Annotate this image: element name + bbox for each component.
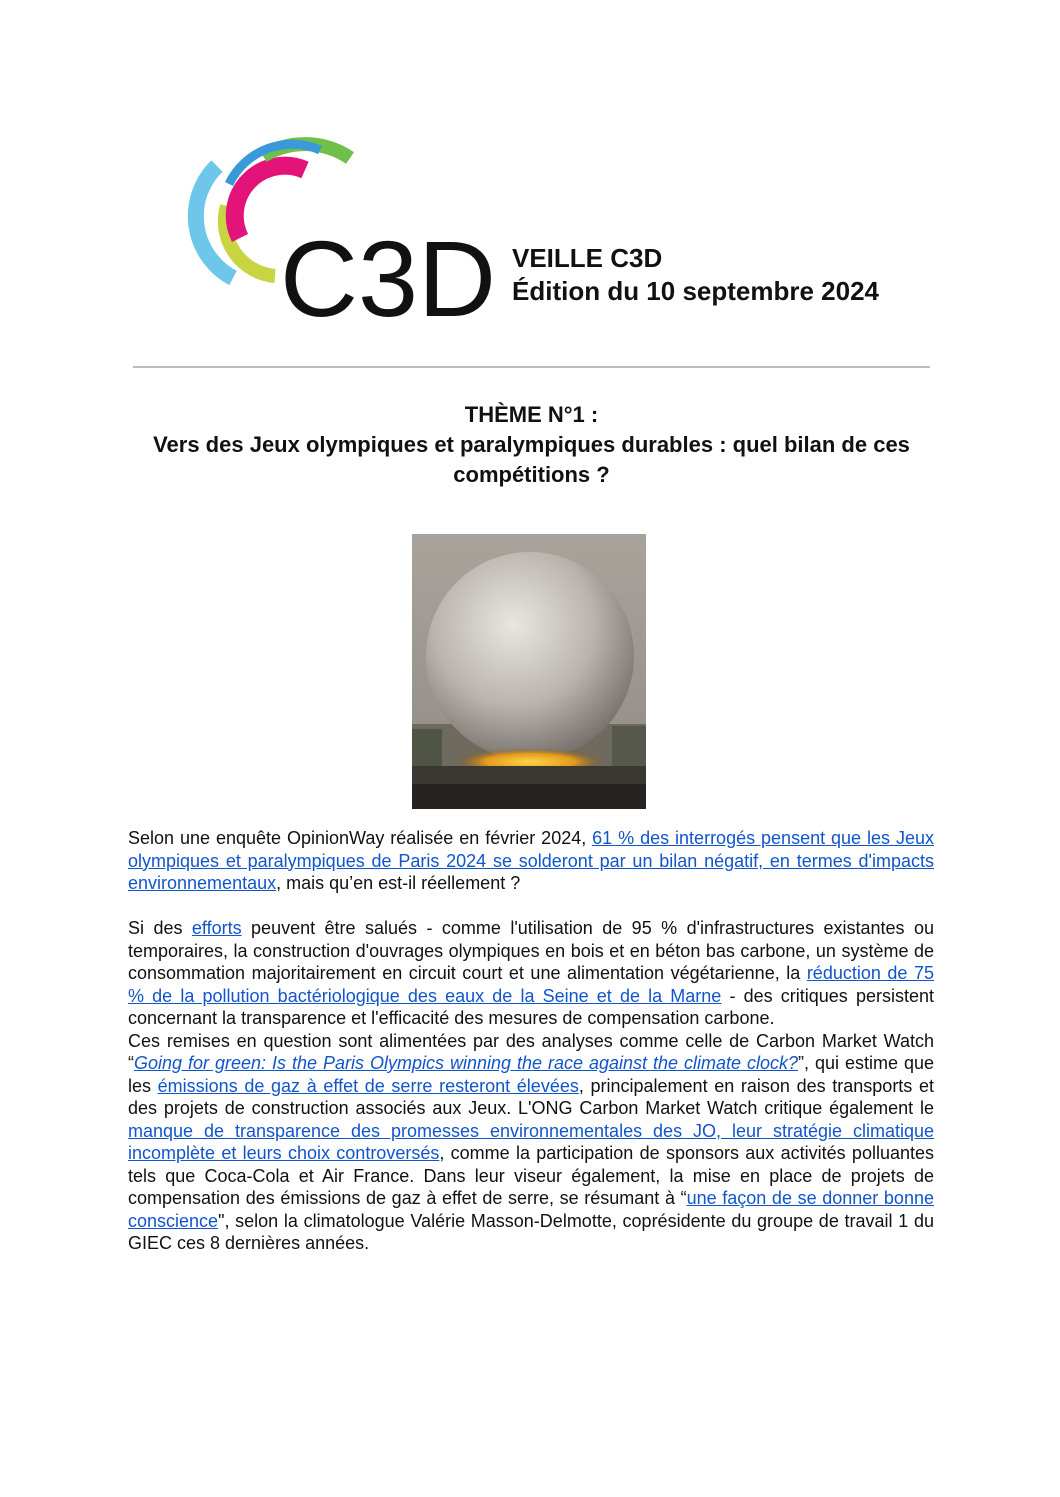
article-body: [128, 827, 934, 1255]
text-run: , qui estime que les: [128, 1053, 934, 1096]
link-transparency[interactable]: manque de transparence des promesses environnementales des JO, leur stratégie climatique incomplète et leurs choix controversés: [128, 1120, 934, 1163]
text-run: , principalement en raison des transports et des projets de construction associés aux Jeux. L'ONG Carbon Market Watch critique également le: [128, 1075, 934, 1118]
link-opinionway-survey[interactable]: 61 % des interrogés pensent que les Jeux olympiques et paralympiques de Paris 2024 se solderont par un bilan négatif, en termes d'impacts environnementaux: [128, 828, 934, 893]
text-run: “: [128, 1053, 134, 1073]
link-emissions[interactable]: émissions de gaz à effet de serre resteront élevées: [157, 1075, 579, 1096]
text-run: , mais qu’en est-il réellement ?: [276, 873, 521, 893]
edition-date: Édition du 10 septembre 2024: [512, 276, 880, 306]
link-efforts[interactable]: efforts: [191, 918, 242, 938]
text-run: Selon une enquête OpinionWay réalisée en février 2024,: [128, 828, 593, 848]
paragraph-efforts: [128, 917, 934, 1030]
text-run: ", selon la climatologue Valérie Masson-Delmotte, coprésidente du groupe de travail 1 du GIEC ces 8 dernières années.: [128, 1210, 934, 1253]
header-divider: [133, 366, 930, 368]
text-run: Si des: [128, 918, 192, 938]
theme-heading: [133, 400, 930, 490]
link-carbon-market-watch-report[interactable]: Going for green: Is the Paris Olympics winning the race against the climate clock?: [134, 1053, 798, 1073]
paragraph-spacer: [128, 895, 934, 918]
link-good-conscience[interactable]: une façon de se donner bonne conscience: [128, 1188, 934, 1231]
text-run: peuvent être salués - comme l'utilisation de 95 % d'infrastructures existantes ou temporaires, la construction d'ouvrages olympiques en bois et en béton bas carbone, un système de consommation majoritairement en circuit court et une alimentation végétarienne, la: [128, 918, 934, 983]
c3d-logo: [145, 128, 497, 339]
text-run: , comme la participation de sponsors aux activités polluantes tels que Coca-Cola et Air France. Dans leur viseur également, la mise en place de projets de compensation des émissions de gaz à effet de serre, se résumant à “: [128, 1143, 934, 1208]
paragraph-criticism: [128, 1030, 934, 1255]
theme-number: THÈME N°1 :: [464, 402, 599, 427]
link-seine-pollution[interactable]: réduction de 75 % de la pollution bactériologique des eaux de la Seine et de la Marne: [128, 963, 934, 1006]
text-run: ”: [798, 1053, 804, 1073]
paragraph-survey: [128, 827, 934, 895]
newsletter-title: VEILLE C3D: [512, 243, 663, 273]
photo-graphic: [412, 534, 646, 809]
olympic-cauldron-photo: [412, 534, 646, 809]
c3d-logo-graphic: [145, 128, 497, 339]
logo-text: C3D: [280, 218, 497, 339]
text-run: - des critiques persistent concernant la transparence et l'efficacité des mesures de compensation carbone.: [128, 985, 934, 1028]
text-run: Ces remises en question sont alimentées par des analyses comme celle de Carbon Market Watch: [128, 1030, 934, 1051]
theme-title: Vers des Jeux olympiques et paralympiques durables : quel bilan de ces compétitions ?: [153, 432, 910, 487]
edition-header: [512, 242, 879, 308]
